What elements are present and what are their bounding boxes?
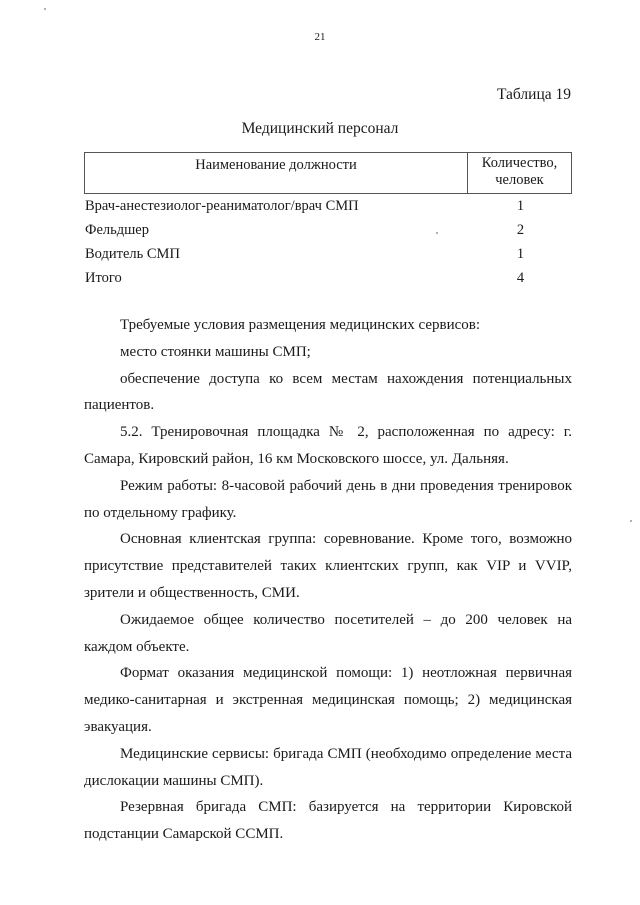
cell-position: Итого	[85, 269, 122, 286]
column-header-position: Наименование должности	[85, 153, 468, 193]
cell-position: Фельдшер	[85, 221, 149, 238]
cell-position: Врач-анестезиолог-реаниматолог/врач СМП	[85, 197, 359, 214]
paragraph: Формат оказания медицинской помощи: 1) неотложная первичная медико-санитарная и экстренная медицинская помощь; 2) медицинская эвакуация.	[84, 665, 572, 735]
staff-table	[84, 152, 572, 290]
cell-count: 2	[516, 221, 525, 238]
table-title: Медицинский персонал	[241, 120, 399, 137]
paragraph: 5.2. Тренировочная площадка № 2, расположенная по адресу: г. Самара, Кировский район, 16 км Московского шоссе, ул. Дальняя.	[84, 424, 572, 467]
table-label: Таблица 19	[496, 86, 571, 103]
paragraph: Резервная бригада СМП: базируется на территории Кировской подстанции Самарской ССМП.	[84, 799, 572, 843]
paragraph: место стоянки машины СМП;	[120, 343, 311, 360]
paragraph: Режим работы: 8-часовой рабочий день в дни проведения тренировок по отдельному графику.	[84, 477, 572, 521]
table-row-total	[84, 266, 572, 290]
cell-count: 1	[516, 245, 525, 262]
column-header-count: Количество, человек	[481, 155, 558, 188]
paragraph: Ожидаемое общее количество посетителей – до 200 человек на каждом объекте.	[84, 611, 572, 655]
table-row	[84, 218, 572, 242]
scan-speck	[630, 520, 632, 522]
cell-count: 4	[516, 269, 525, 286]
table-row	[84, 194, 572, 218]
paragraph: Медицинские сервисы: бригада СМП (необходимо определение места дислокации машины СМП).	[84, 745, 572, 789]
paragraph: Основная клиентская группа: соревнование. Кроме того, возможно присутствие представителей таких клиентских групп, как VIP и VVIP, зрители и общественность, СМИ.	[84, 531, 572, 601]
paragraph: обеспечение доступа ко всем местам нахождения потенциальных пациентов.	[84, 370, 572, 414]
paragraph: Требуемые условия размещения медицинских сервисов:	[120, 317, 481, 333]
table-header-row	[84, 152, 572, 194]
scan-speck	[44, 8, 46, 10]
cell-count: 1	[516, 197, 525, 214]
page-number: 21	[314, 31, 326, 43]
table-row	[84, 242, 572, 266]
body-text	[84, 312, 572, 848]
cell-position: Водитель СМП	[85, 245, 180, 262]
